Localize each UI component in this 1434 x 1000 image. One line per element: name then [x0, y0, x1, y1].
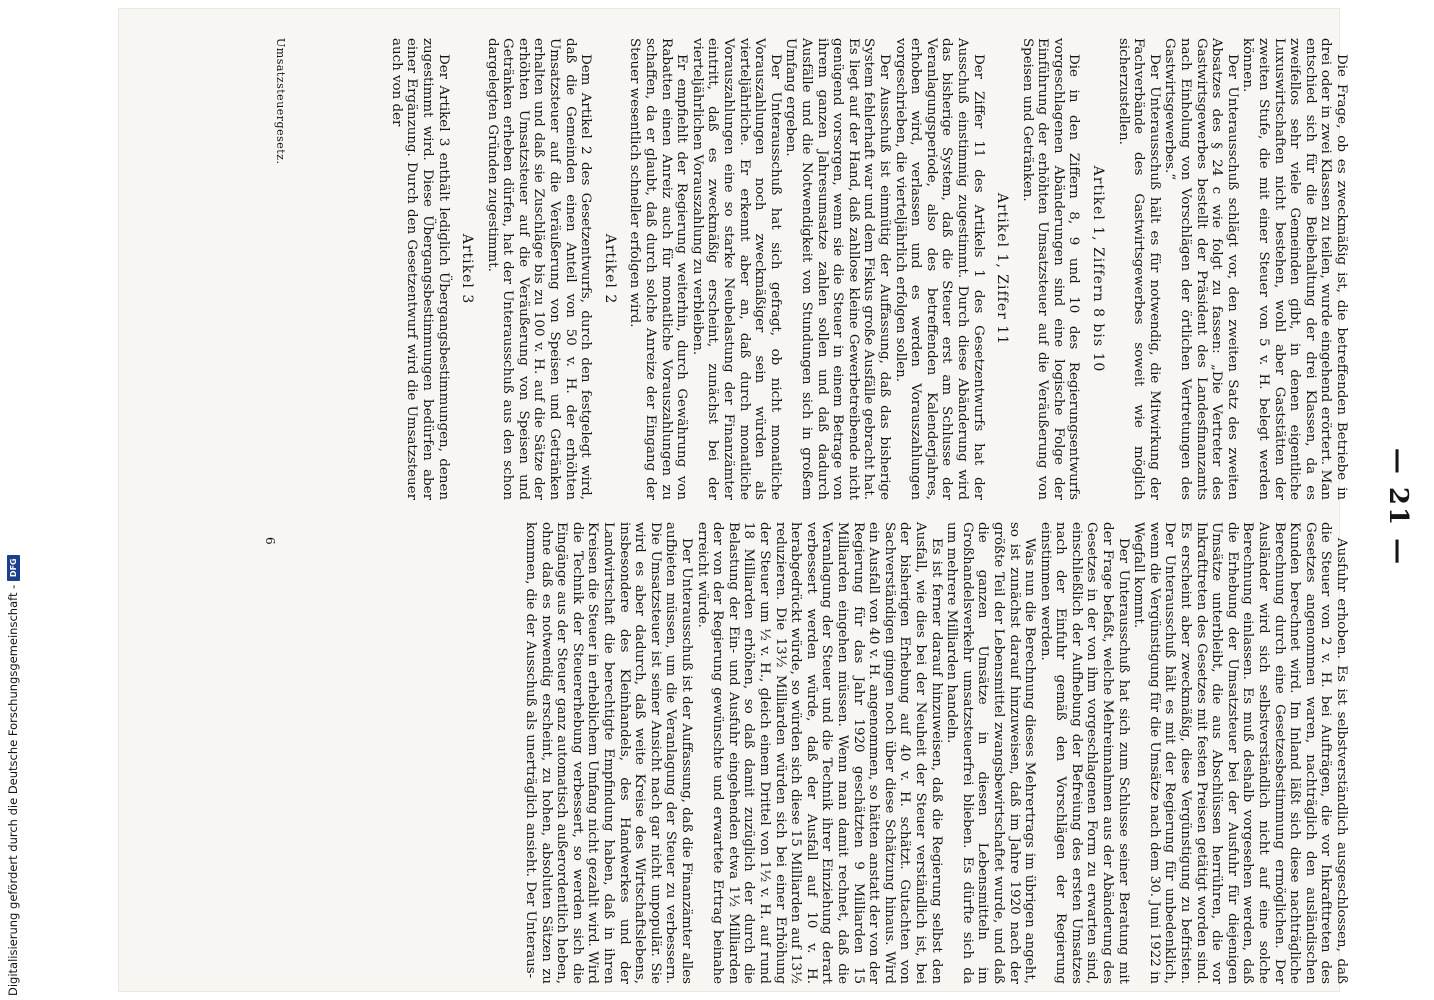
left-paragraph-group-5	[388, 38, 450, 500]
dfg-logo: DFG	[7, 555, 20, 581]
paragraph: Die Frage, ob es zweckmäßig ist, die betreffenden Betriebe in drei oder in zwei Klassen zu teilen, wurde eingehend erörtert. Man entschied sich für die Beibehaltung der drei Klassen, da es zweifellos sehr viele Gemeinden gibt, in denen eigentliche Luxuswirtschaften nicht bestehen, wohl aber Gaststätten der zweiten Stufe, die mit einer Steuer von 5 v. H. belegt werden können.	[1240, 38, 1349, 500]
article-heading: Artikel 1, Ziffern 8 bis 10	[1090, 165, 1107, 373]
left-paragraph-group-4	[484, 38, 593, 500]
paragraph: Der Unterausschuß schlägt vor, den zweiten Satz des zweiten Absatzes des § 24 c wie folgt zu fassen: „Die Vertreter des Gastwirtsgewerbes bestellt der Präsident des Landesfinanzamts nach Einholung von Vorschlägen der örtlichen Vertretungen des Gastwirtsgewerbes.“	[1162, 38, 1240, 500]
article-heading: Artikel 2	[601, 233, 618, 305]
paragraph: Der Ziffer 11 des Artikels 1 des Gesetzentwurfs hat der Ausschuß einstimmig zugestimmt. Durch diese Abänderung wird das bisherige System, daß die Steuer erst am Schlusse der Veranlagungsperiode, also des betreffenden Kalenderjahres, erhoben wird, verlassen und es werden Vorauszahlungen vorgeschrieben, die vierteljährlich erfolgen sollen.	[892, 38, 986, 500]
paragraph: Er empfiehlt der Regierung weiterhin, durch Gewährung von Rabatten einen Anreiz auch für monatliche Vorauszahlungen zu schaffen, da er glaubt, daß durch solche Anreize der Eingang der Steuer wesentlich schneller erfolgen wird.	[627, 38, 690, 500]
left-paragraph-group-1	[1115, 38, 1349, 500]
paragraph: Es ist ferner darauf hinzuweisen, daß die Regierung selbst den Ausfall, wie dies bei der Neuheit der Steuer verständlich ist, bei der bisherigen Erhebung auf 40 v. H. schätzt. Gutachten von Sachverständigen gingen noch über diese Schätzung hinaus. Wird ein Ausfall von 40 v. H. angenommen, so hätten anstatt der von der Regierung für das Jahr 1920 geschätzten 9 Milliarden 15 Milliarden eingehen müssen. Wenn man damit rechnet, daß die Veranlagung der Steuer und die Technik ihrer Einziehung derart verbessert werden würde, daß der Ausfall auf 10 v. H. herabgedrückt würde, so würden sich diese 15 Milliarden auf 13½ reduzieren. Die 13½ Milliarden würden sich bei einer Erhöhung der Steuer um ½ v. H., gleich einem Drittel von 1½ v. H. auf rund 18 Milliarden erhöhen, so daß damit zuzüglich der durch die Belastung der Ein- und Ausfuhr eingehenden etwa 1½ Milliarden der von der Regierung gewünschte und erwartete Ertrag beinahe erreicht würde.	[694, 522, 944, 984]
article-heading: Artikel 1, Ziffer 11	[994, 192, 1011, 346]
signature-mark: Umsatzsteuergesetz.	[274, 38, 287, 165]
folio-mark: 6	[263, 537, 277, 545]
paragraph: Was nun die Berechnung dieses Mehrertrags im übrigen angeht, so ist zunächst darauf hinzuweisen, daß im Jahre 1920 nach der größte Teil der Lebensmittel zwangsbewirtschaftet wurde, und daß die ganzen Umsätze in diesen Lebensmitteln im Großhandelsverkehr umsatzsteuerfrei blieben. Es dürfte sich da um mehrere Milliarden handeln.	[944, 522, 1038, 984]
left-paragraph-group-2	[1019, 38, 1081, 500]
paragraph: Dem Artikel 2 des Gesetzentwurfs, durch den festgelegt wird, daß die Gemeinden einen Anteil von 50 v. H. der erhöhten Umsatzsteuer auf die Veräußerung von Speisen und Getränken erhalten und daß sie Zuschläge bis zu 100 v. H. auf die Sätze der erhöhten Umsatzsteuer auf die Veräußerung von Speisen und Getränken erheben dürfen, hat der Unterausschuß aus den schon dargelegten Gründen zugestimmt.	[484, 38, 594, 500]
paragraph: Der Unterausschuß hat sich zum Schlusse seiner Beratung mit der Frage befaßt, welche Mehreinnahmen aus der Abänderung des Gesetzes in der von ihm vorgeschlagenen Form zu erwarten sind, einschließlich der Aufhebung der Befreiung des ersten Umsatzes nach der Einfuhr gemäß den Vorschlägen der Regierung einstimmen werden.	[1037, 522, 1131, 984]
paragraph: Der Unterausschuß ist der Auffassung, daß die Finanzämter alles aufbieten müssen, um die Veranlagung der Steuer zu verbessern. Die Umsatzsteuer ist seiner Ansicht nach gar nicht unpopulär. Sie wird es aber dadurch, daß weite Kreise des Wirtschaftslebens, insbesondere des Kleinhandels, des Handwerkes und der Landwirtschaft die berechtigte Empfindung haben, daß in ihren Kreisen die Steuer in erheblichem Umfang nicht gezahlt wird. Wird die Technik der Steuererhebung verbessert, so werden sich die Eingänge aus der Steuer ganz automatisch außerordentlich heben, ohne daß es notwendig erscheint, zu hohen, absoluten Sätzen zu kommen, die der Ausschuß als unerträglich ansieht. Der Unteraus-	[523, 522, 695, 984]
paragraph: Die in den Ziffern 8, 9 und 10 des Regierungsentwurfs vorgeschlagenen Abänderungen sind eine logische Folge der Einführung der erhöhten Umsatzsteuer auf die Veräußerung von Speisen und Getränken.	[1019, 38, 1082, 500]
right-paragraph-group	[523, 522, 1349, 984]
left-column	[388, 38, 1349, 500]
article-heading: Artikel 3	[459, 233, 476, 305]
paragraph: Der Artikel 3 enthält lediglich Übergangsbestimmungen, denen zugestimmt wird. Diese Übergangsbestimmungen bedürfen aber einer Ergänzung. Durch den Gesetzentwurf wird die Umsatzsteuer auch von der	[388, 38, 451, 500]
paragraph: Der Unterausschuß hat sich gefragt, ob nicht monatliche Vorauszahlungen noch zweckmäßiger sein würden als vierteljährliche. Er erkennt aber an, daß durch monatliche Vorauszahlungen eine so starke Neubelastung der Finanzämter eintritt, daß es zweckmäßig erscheint, zunächst bei der vierteljährlichen Vorauszahlung zu verbleiben.	[689, 38, 783, 500]
left-paragraph-group-3	[627, 38, 986, 500]
paragraph: Der Unterausschuß hält es für notwendig, die Mitwirkung der Fachverbände des Gastwirtsgewerbes soweit wie möglich sicherzustellen.	[1115, 38, 1162, 500]
scanned-page	[118, 8, 1413, 992]
paragraph: Der Ausschuß ist einmütig der Auffassung, daß das bisherige System fehlerhaft war und dem Fiskus große Ausfälle gebracht hat. Es liegt auf der Hand, daß zahllose kleine Gewerbetreibende nicht genügend vorsorgen, wenn sie die Steuer in einem Betrage von ihrem ganzen Jahresumsatze zahlen sollen und daß dadurch Ausfälle und die Notwendigkeit von Stundungen sich in großem Umfang ergeben.	[783, 38, 892, 500]
digitization-credit	[6, 555, 20, 996]
credit-text: Digitalisierung gefördert durch die Deutsche Forschungsgemeinschaft -	[6, 584, 20, 996]
page-content	[237, 22, 1427, 992]
right-column	[523, 522, 1349, 984]
paragraph: Ausfuhr erhoben. Es ist selbstverständlich ausgeschlossen, daß die Steuer von 2 v. H. bei Aufträgen, die vor Inkrafttreten des Gesetzes angenommen waren, nachträglich den ausländischen Kunden berechnet wird. Im Inland läßt sich diese nachträgliche Berechnung durch eine Gesetzesbestimmung ermöglichen. Der Ausländer wird sich selbstverständlich nicht auf eine solche Berechnung einlassen. Es muß deshalb vorgesehen werden, daß die Erhebung der Umsatzsteuer bei der Ausfuhr für diejenigen Umsätze unterbleibt, die aus Abschlüssen herrühren, die vor Inkrafttreten des Gesetzes mit festen Preisen getätigt worden sind. Es erscheint aber zweckmäßig, diese Vergünstigung zu befristen. Der Unterausschuß hält es mit der Regierung für unbedenklich, wenn die Vergünstigung für die Umsätze nach dem 30. Juni 1922 in Wegfall kommt.	[1131, 522, 1349, 984]
page-number: — 21 —	[1383, 447, 1413, 567]
